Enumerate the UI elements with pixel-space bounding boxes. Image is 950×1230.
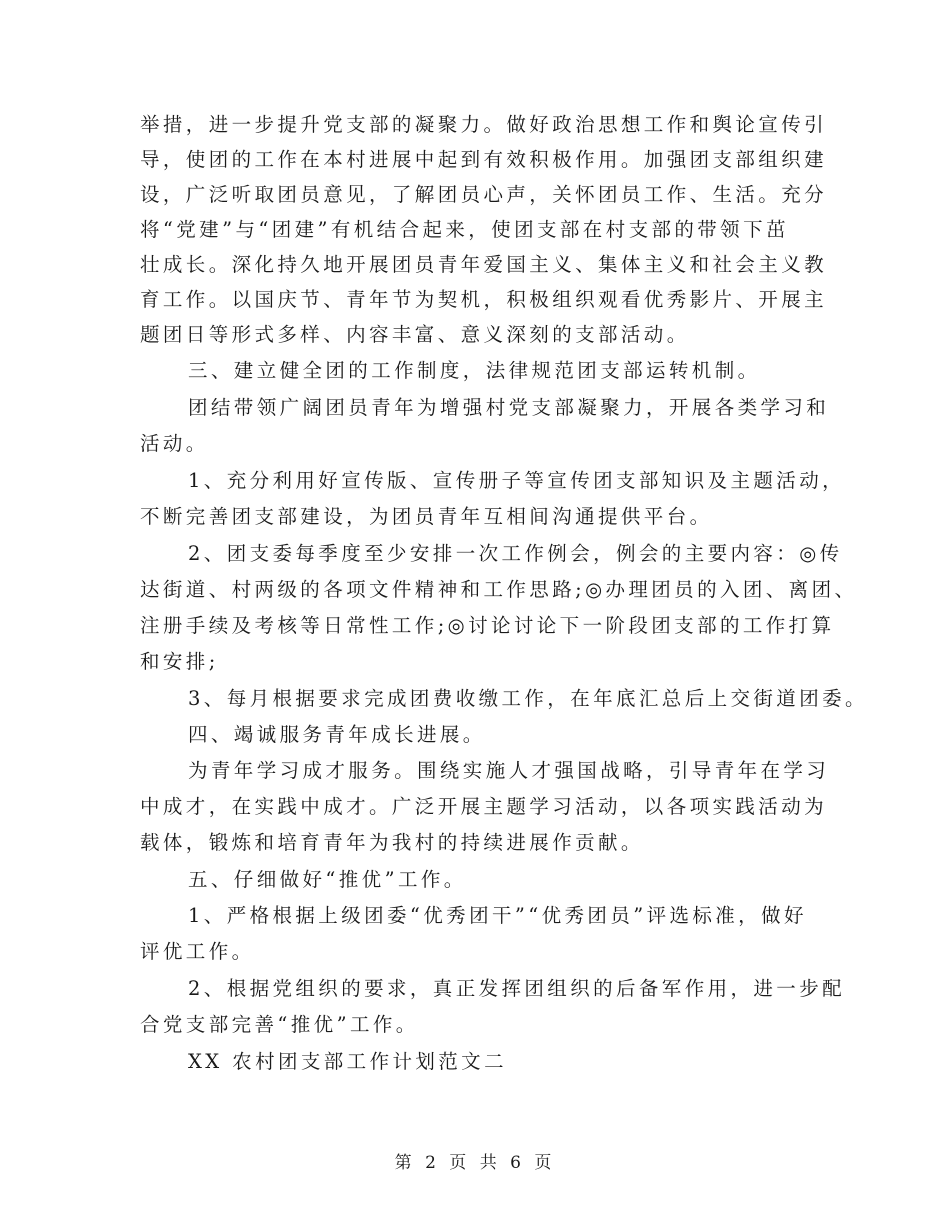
text-line: 题团日等形式多样、内容丰富、意义深刻的支部活动。: [140, 323, 690, 346]
section-heading: 三、建立健全团的工作制度，法律规范团支部运转机制。: [188, 359, 761, 382]
text-line: 载体，锻炼和培育青年为我村的持续进展作贡献。: [140, 831, 644, 854]
text-line: 注册手续及考核等日常性工作;◎讨论讨论下一阶段团支部的工作打算: [140, 614, 835, 637]
text-line: 为青年学习成才服务。围绕实施人才强国战略，引导青年在学习: [188, 759, 830, 782]
text-line: 合党支部完善“推优”工作。: [140, 1013, 419, 1036]
text-line: 3、每月根据要求完成团费收缴工作，在年底汇总后上交街道团委。: [188, 687, 868, 710]
page-number-footer: 第 2 页 共 6 页: [394, 1153, 556, 1173]
text-line: 达街道、村两级的各项文件精神和工作思路;◎办理团员的入团、离团、: [140, 578, 858, 601]
subtitle-heading: XX 农村团支部工作计划范文二: [188, 1050, 507, 1073]
text-line: 2、团支委每季度至少安排一次工作例会，例会的主要内容：◎传: [188, 542, 843, 565]
text-line: 活动。: [140, 432, 209, 455]
text-line: 2、根据党组织的要求，真正发挥团组织的后备军作用，进一步配: [188, 977, 846, 1000]
text-line: 中成才，在实践中成才。广泛开展主题学习活动，以各项实践活动为: [140, 795, 828, 818]
text-line: 导，使团的工作在本村进展中起到有效积极作用。加强团支部组织建: [140, 148, 828, 171]
text-line: 和安排;: [140, 650, 219, 673]
text-line: 举措，进一步提升党支部的凝聚力。做好政治思想工作和舆论宣传引: [140, 113, 828, 136]
text-line: 育工作。以国庆节、青年节为契机，积极组织观看优秀影片、开展主: [140, 288, 828, 311]
section-heading: 四、竭诚服务青年成长进展。: [188, 723, 486, 746]
section-heading: 五、仔细做好“推优”工作。: [188, 868, 467, 891]
text-line: 设，广泛听取团员意见，了解团员心声，关怀团员工作、生活。充分: [140, 183, 828, 206]
text-line: 壮成长。深化持久地开展团员青年爱国主义、集体主义和社会主义教: [140, 253, 828, 276]
text-line: 将“党建”与“团建”有机结合起来，使团支部在村支部的带领下茁: [140, 218, 789, 241]
text-line: 评优工作。: [140, 940, 255, 963]
text-line: 1、充分利用好宣传版、宣传册子等宣传团支部知识及主题活动，: [188, 469, 846, 492]
text-line: 不断完善团支部建设，为团员青年互相间沟通提供平台。: [140, 505, 713, 528]
text-line: 团结带领广阔团员青年为增强村党支部凝聚力，开展各类学习和: [188, 396, 830, 419]
text-line: 1、严格根据上级团委“优秀团干”“优秀团员”评选标准，做好: [188, 904, 807, 927]
